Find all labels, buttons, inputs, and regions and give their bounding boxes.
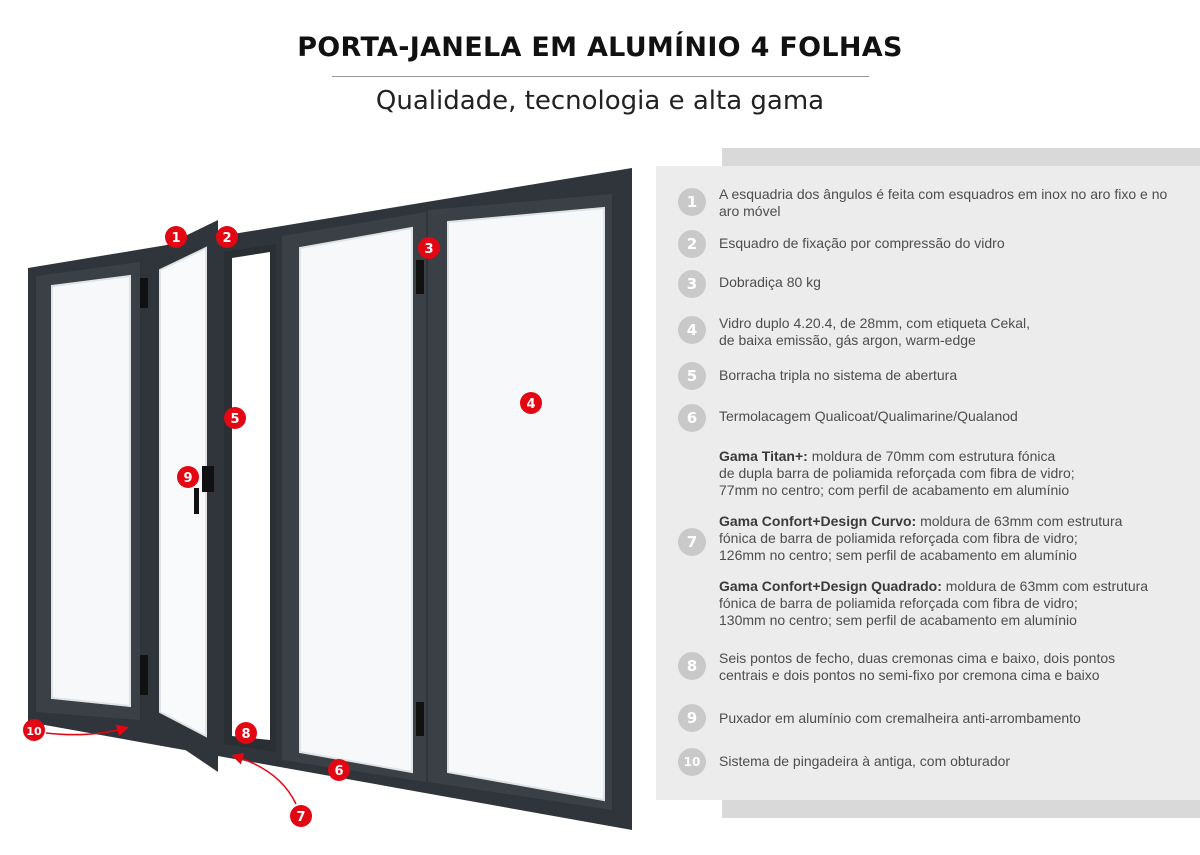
- svg-text:10: 10: [26, 725, 42, 738]
- handle-lever: [194, 488, 199, 514]
- svg-text:5: 5: [230, 412, 240, 427]
- glass-center-right: [300, 228, 412, 772]
- feature-text: Dobradiça 80 kg: [719, 274, 821, 290]
- feature-number-badge: 3: [678, 270, 706, 298]
- hinge: [416, 702, 424, 736]
- page-subtitle: Qualidade, tecnologia e alta gama: [375, 86, 825, 116]
- page-title: PORTA-JANELA EM ALUMÍNIO 4 FOLHAS: [297, 32, 903, 63]
- svg-text:6: 6: [334, 764, 344, 779]
- callout-7: [290, 805, 312, 827]
- feature-number-badge: 4: [678, 316, 706, 344]
- feature-number-badge: 8: [678, 652, 706, 680]
- callout-3: [418, 237, 440, 259]
- feature-text: Termolacagem Qualicoat/Qualimarine/Qualanod: [719, 408, 1018, 424]
- feature-number-badge: 9: [678, 704, 706, 732]
- svg-text:3: 3: [424, 242, 434, 257]
- callout-5: [224, 407, 246, 429]
- callout-8: [235, 722, 257, 744]
- feature-range-quadrado: Gama Confort+Design Quadrado: moldura de 63mm com estrutura fónica de barra de poliamida reforçada com fibra de vidro; 130mm no centro; sem perfil de acabamento em alumínio: [719, 578, 1149, 628]
- callout-9: [177, 466, 199, 488]
- feature-number-badge: 5: [678, 362, 706, 390]
- feature-number-badge: 10: [678, 748, 706, 776]
- svg-text:7: 7: [296, 810, 306, 825]
- window-illustration: [0, 140, 650, 855]
- hinge: [416, 260, 424, 294]
- feature-number-badge: 2: [678, 230, 706, 258]
- feature-text: Esquadro de fixação por compressão do vidro: [719, 235, 1005, 251]
- svg-text:4: 4: [526, 397, 536, 412]
- callout-2: [216, 226, 238, 248]
- feature-text: Puxador em alumínio com cremalheira anti-arrombamento: [719, 710, 1081, 726]
- title-divider: [332, 76, 869, 77]
- callout-6: [328, 759, 350, 781]
- hinge: [140, 278, 148, 308]
- feature-text: A esquadria dos ângulos é feita com esquadros em inox no aro fixo e no aro móvel: [719, 186, 1168, 219]
- svg-text:2: 2: [222, 231, 232, 246]
- svg-text:9: 9: [183, 471, 193, 486]
- open-leaf-glass: [160, 248, 206, 736]
- feature-text: Borracha tripla no sistema de abertura: [719, 367, 958, 383]
- hinge: [140, 655, 148, 695]
- feature-text: Vidro duplo 4.20.4, de 28mm, com etiqueta Cekal, de baixa emissão, gás argon, warm-edge: [719, 315, 1031, 348]
- svg-text:1: 1: [171, 231, 181, 246]
- svg-text:8: 8: [241, 727, 251, 742]
- feature-number-badge: 7: [678, 528, 706, 556]
- opening-glass: [232, 252, 270, 740]
- feature-number-badge: 1: [678, 188, 706, 216]
- feature-text: Sistema de pingadeira à antiga, com obturador: [719, 753, 1011, 769]
- glass-left: [52, 276, 130, 706]
- feature-text: Seis pontos de fecho, duas cremonas cima e baixo, dois pontos centrais e dois pontos no semi-fixo por cremona cima e baixo: [719, 650, 1116, 683]
- callout-4: [520, 392, 542, 414]
- feature-range-titan: Gama Titan+: moldura de 70mm com estrutura fónica de dupla barra de poliamida reforçada com fibra de vidro; 77mm no centro; com perfil de acabamento em alumínio: [719, 448, 1075, 498]
- glass-right: [448, 208, 604, 800]
- feature-number-badge: 6: [678, 404, 706, 432]
- callout-1: [165, 226, 187, 248]
- handle: [202, 466, 214, 492]
- callout-10: [23, 719, 45, 741]
- features-panel: [656, 166, 1200, 800]
- feature-range-curvo: Gama Confort+Design Curvo: moldura de 63mm com estrutura fónica de barra de poliamida reforçada com fibra de vidro; 126mm no centro; sem perfil de acabamento em alumínio: [719, 513, 1123, 563]
